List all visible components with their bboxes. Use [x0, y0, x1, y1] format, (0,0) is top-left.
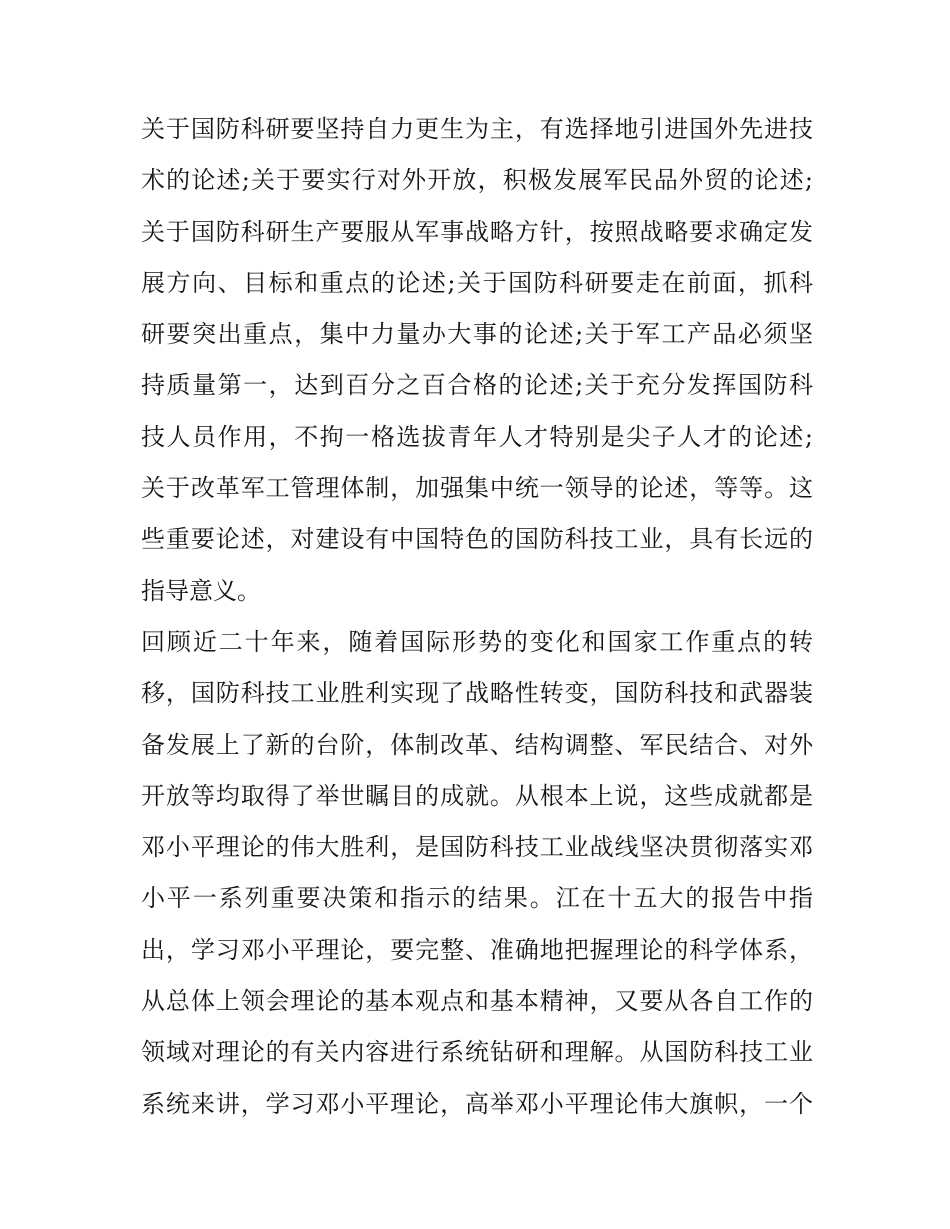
text-line: 小平一系列重要决策和指示的结果。江在十五大的报告中指 — [141, 884, 813, 913]
text-line: 关于国防科研生产要服从军事战略方针，按照战略要求确定发 — [141, 217, 813, 246]
text-line: 持质量第一，达到百分之百合格的论述;关于充分发挥国防科 — [141, 371, 813, 400]
text-line: 邓小平理论的伟大胜利，是国防科技工业战线坚决贯彻落实邓 — [141, 833, 813, 862]
text-line: 些重要论述，对建设有中国特色的国防科技工业，具有长远的 — [141, 525, 813, 554]
text-line: 关于改革军工管理体制，加强集中统一领导的论述，等等。这 — [141, 474, 813, 503]
text-line: 指导意义。 — [141, 576, 261, 605]
text-line: 开放等均取得了举世瞩目的成就。从根本上说，这些成就都是 — [141, 781, 813, 810]
document-body — [141, 104, 813, 1130]
paragraph-2 — [141, 617, 813, 1130]
text-line: 移，国防科技工业胜利实现了战略性转变，国防科技和武器装 — [141, 679, 813, 708]
text-line: 备发展上了新的台阶，体制改革、结构调整、军民结合、对外 — [141, 730, 813, 759]
paragraph-1 — [141, 104, 813, 617]
text-line: 出，学习邓小平理论，要完整、准确地把握理论的科学体系， — [141, 935, 813, 964]
text-line: 关于国防科研要坚持自力更生为主，有选择地引进国外先进技 — [141, 115, 813, 143]
text-line: 展方向、目标和重点的论述;关于国防科研要走在前面，抓科 — [141, 268, 813, 297]
text-line: 从总体上领会理论的基本观点和基本精神，又要从各自工作的 — [141, 987, 813, 1016]
text-line: 回顾近二十年来，随着国际形势的变化和国家工作重点的转 — [141, 627, 813, 656]
text-line: 领域对理论的有关内容进行系统钻研和理解。从国防科技工业 — [141, 1038, 813, 1067]
text-line: 技人员作用，不拘一格选拔青年人才特别是尖子人才的论述; — [141, 422, 813, 451]
text-line: 系统来讲，学习邓小平理论，高举邓小平理论伟大旗帜，一个 — [141, 1089, 813, 1118]
text-line: 研要突出重点，集中力量办大事的论述;关于军工产品必须坚 — [141, 320, 813, 349]
text-line: 术的论述;关于要实行对外开放，积极发展军民品外贸的论述; — [141, 166, 813, 195]
